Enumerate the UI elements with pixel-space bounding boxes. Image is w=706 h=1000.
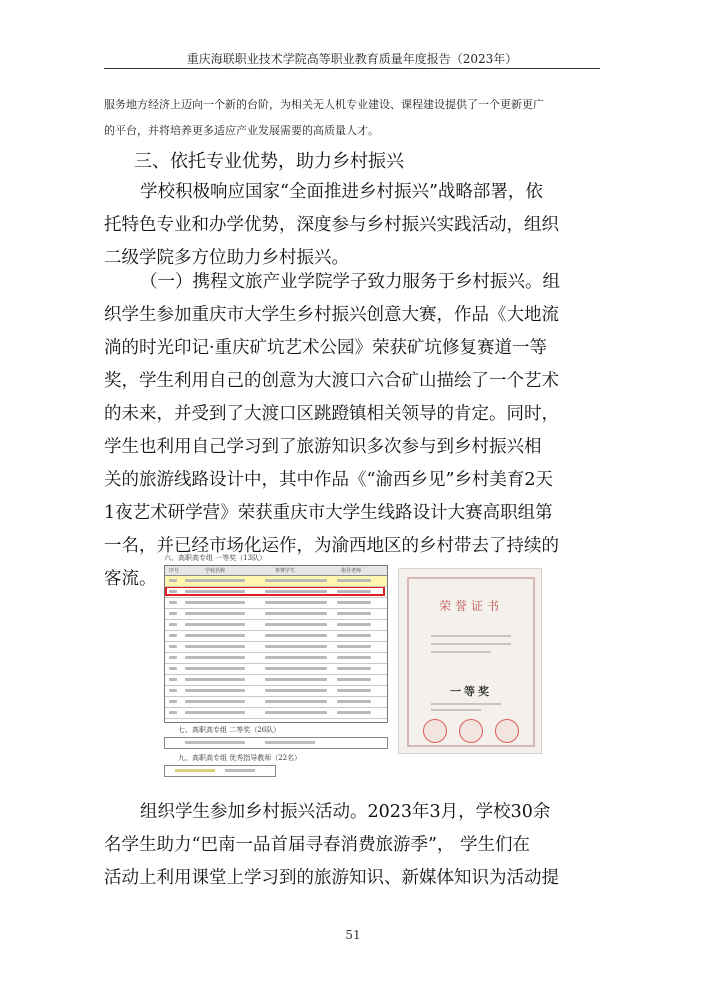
- table-cell: [185, 634, 245, 637]
- intro-line-2: 的平台，并将培养更多适应产业发展需要的高质量人才。: [104, 124, 379, 137]
- table-row: [165, 576, 387, 587]
- table-cell: [265, 579, 327, 582]
- table-cell: [337, 678, 371, 681]
- table-cell: [169, 623, 177, 626]
- table-cell: [185, 656, 245, 659]
- certificate-text-line: [431, 651, 491, 653]
- intro-line-1: 服务地方经济上迈向一个新的台阶，为相关无人机专业建设、课程建设提供了一个更新更广: [104, 98, 544, 111]
- table-row: [165, 609, 387, 620]
- paragraph-3-line: 名学生助力“巴南一品首届寻春消费旅游季”， 学生们在: [104, 835, 530, 855]
- table-cell: [169, 667, 177, 670]
- table-cell: [265, 612, 327, 615]
- certificate-text-line: [431, 635, 511, 637]
- table-cell: [169, 590, 177, 593]
- award-table-grid: [164, 565, 388, 723]
- table-cell: [169, 689, 177, 692]
- table-row: [165, 620, 387, 631]
- award-table-col-4: 指导老师: [341, 568, 362, 574]
- certificate-text-line: [431, 643, 511, 645]
- table-cell: [185, 689, 245, 692]
- table-row: [165, 631, 387, 642]
- certificate-border: [407, 577, 535, 747]
- sub-grid-cell: [225, 769, 255, 772]
- award-table-title-3: 九、高职高专组 优秀指导教师（22名）: [178, 754, 302, 762]
- table-cell: [185, 612, 245, 615]
- table-cell: [185, 711, 245, 714]
- certificate-title: 荣誉证书: [438, 599, 503, 613]
- table-row: [165, 587, 387, 598]
- table-cell: [337, 656, 371, 659]
- table-cell: [337, 612, 371, 615]
- table-cell: [265, 601, 327, 604]
- table-cell: [265, 656, 327, 659]
- table-cell: [185, 645, 245, 648]
- table-row: [165, 697, 387, 708]
- table-cell: [337, 667, 371, 670]
- award-table-sub-grid-2: [164, 737, 388, 749]
- award-table-figure: [164, 553, 386, 783]
- page-number: 51: [345, 928, 361, 942]
- seal-icon: [495, 719, 519, 743]
- paragraph-2-line: 淌的时光印记·重庆矿坑艺术公园》荣获矿坑修复赛道一等: [104, 338, 548, 358]
- table-cell: [337, 700, 371, 703]
- table-row: [165, 642, 387, 653]
- table-cell: [185, 700, 245, 703]
- table-cell: [265, 711, 327, 714]
- table-cell: [169, 579, 177, 582]
- table-cell: [337, 711, 371, 714]
- table-row: [165, 686, 387, 697]
- paragraph-2-line: 1夜艺术研学营》荣获重庆市大学生线路设计大赛高职组第: [104, 503, 553, 523]
- paragraph-2-line: 学生也利用自己学习到了旅游知识多次参与到乡村振兴相: [104, 437, 542, 457]
- honor-certificate-figure: [398, 568, 542, 754]
- table-cell: [169, 711, 177, 714]
- table-cell: [185, 590, 245, 593]
- award-table-header: [165, 566, 387, 576]
- table-cell: [265, 645, 327, 648]
- table-cell: [169, 612, 177, 615]
- table-cell: [337, 623, 371, 626]
- seal-icon: [423, 719, 447, 743]
- table-cell: [185, 667, 245, 670]
- sub-grid-cell: [265, 741, 315, 744]
- seal-icon: [459, 719, 483, 743]
- paragraph-3-line: 活动上利用课堂上学习到的旅游知识、新媒体知识为活动提: [104, 868, 559, 888]
- table-cell: [337, 634, 371, 637]
- table-cell: [265, 700, 327, 703]
- paragraph-1-line: 二级学院多方位助力乡村振兴。: [104, 248, 349, 268]
- table-cell: [265, 667, 327, 670]
- certificate-prize: 一等奖: [450, 685, 492, 698]
- paragraph-3: [104, 796, 604, 895]
- table-cell: [169, 656, 177, 659]
- table-cell: [169, 634, 177, 637]
- table-cell: [185, 601, 245, 604]
- paragraph-2-line: 一名，并已经市场化运作，为渝西地区的乡村带去了持续的: [104, 536, 559, 556]
- paragraph-2-line: 客流。: [104, 569, 157, 589]
- certificate-text-line: [431, 703, 501, 705]
- table-cell: [185, 623, 245, 626]
- sub-grid-cell: [175, 769, 215, 772]
- table-cell: [185, 579, 245, 582]
- paragraph-2-line: 关的旅游线路设计中，其中作品《“渝西乡见”乡村美育2天: [104, 470, 554, 490]
- paragraph-2: [104, 266, 604, 596]
- table-cell: [337, 590, 371, 593]
- table-cell: [337, 601, 371, 604]
- table-row: [165, 598, 387, 609]
- paragraph-2-line: （一）携程文旅产业学院学子致力服务于乡村振兴。组: [140, 272, 560, 292]
- table-row: [165, 675, 387, 686]
- award-table-title: 六、高职高专组 一等奖（13队）: [164, 554, 267, 562]
- table-cell: [169, 700, 177, 703]
- table-row: [165, 653, 387, 664]
- award-table-sub-grid-3: [164, 765, 276, 777]
- award-table-title-2: 七、高职高专组 二等奖（26队）: [178, 726, 281, 734]
- table-cell: [265, 634, 327, 637]
- table-cell: [265, 623, 327, 626]
- table-cell: [169, 678, 177, 681]
- award-table-col-1: 序号: [169, 568, 180, 574]
- table-row: [165, 664, 387, 675]
- table-cell: [265, 689, 327, 692]
- paragraph-2-line: 织学生参加重庆市大学生乡村振兴创意大赛，作品《大地流: [104, 305, 559, 325]
- section-heading: 三、依托专业优势，助力乡村振兴: [134, 151, 404, 172]
- table-cell: [337, 689, 371, 692]
- award-table-col-3: 参赛学生: [275, 568, 296, 574]
- sub-grid-cell: [185, 741, 245, 744]
- paragraph-2-line: 奖，学生利用自己的创意为大渡口六合矿山描绘了一个艺术: [104, 371, 559, 391]
- paragraph-2-line: 的未来，并受到了大渡口区跳蹬镇相关领导的肯定。同时，: [104, 404, 559, 424]
- table-cell: [337, 645, 371, 648]
- table-cell: [185, 678, 245, 681]
- table-cell: [169, 601, 177, 604]
- award-table-col-2: 学校名称: [205, 568, 226, 574]
- table-cell: [265, 590, 327, 593]
- paragraph-3-line: 组织学生参加乡村振兴活动。2023年3月，学校30余: [140, 802, 551, 822]
- table-cell: [169, 645, 177, 648]
- table-cell: [337, 579, 371, 582]
- table-row: [165, 708, 387, 719]
- paragraph-1-line: 托特色专业和办学优势，深度参与乡村振兴实践活动，组织: [104, 215, 559, 235]
- certificate-text-line: [431, 709, 481, 711]
- paragraph-1-line: 学校积极响应国家“全面推进乡村振兴”战略部署，依: [140, 182, 543, 202]
- header-rule: [104, 68, 600, 69]
- table-cell: [265, 678, 327, 681]
- page-header: 重庆海联职业技术学院高等职业教育质量年度报告（2023年）: [186, 52, 518, 66]
- paragraph-1: [104, 176, 604, 275]
